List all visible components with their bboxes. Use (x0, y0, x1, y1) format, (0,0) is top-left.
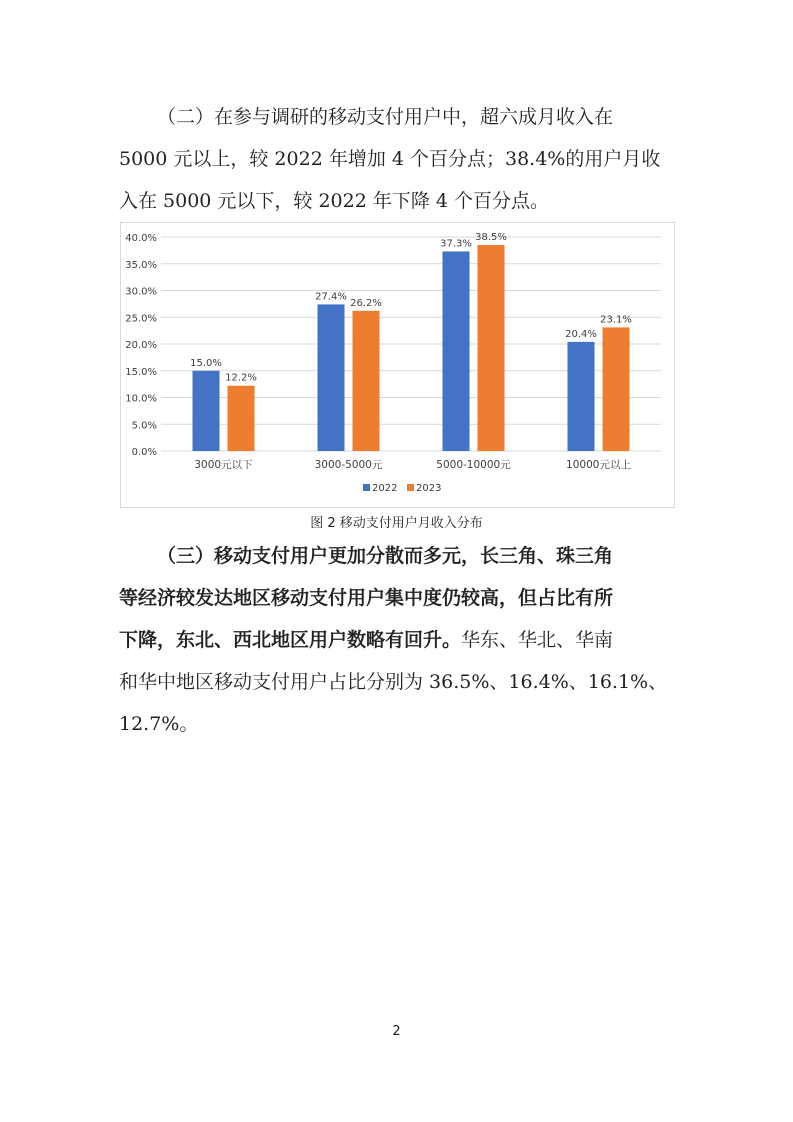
x-tick-label: 5000-10000元 (436, 459, 511, 471)
data-label: 37.3% (440, 238, 472, 250)
bar-2023 (478, 245, 505, 451)
bar-2022 (443, 251, 470, 451)
bar-2022 (568, 342, 595, 451)
x-tick-label: 3000-5000元 (314, 459, 383, 471)
bar-2023 (353, 311, 380, 451)
y-tick-label: 30.0% (125, 286, 157, 298)
data-label: 15.0% (190, 357, 222, 369)
paragraph-line (119, 619, 679, 661)
bar-2023 (228, 386, 255, 451)
chart-svg (121, 223, 676, 509)
bold-segment: 下降，东北、西北地区用户数略有回升。 (119, 629, 462, 651)
legend-swatch (407, 484, 414, 491)
bar-2022 (193, 371, 220, 451)
paragraph-line: 12.7%。 (119, 713, 199, 735)
y-tick-label: 15.0% (125, 366, 157, 378)
y-tick-label: 35.0% (125, 259, 157, 271)
x-tick-label: 10000元以上 (566, 459, 631, 471)
data-label: 12.2% (225, 372, 257, 384)
y-tick-label: 25.0% (125, 313, 157, 325)
income-bar-chart (120, 222, 675, 508)
data-label: 26.2% (350, 297, 382, 309)
y-tick-label: 0.0% (131, 447, 157, 458)
legend-label: 2023 (416, 483, 442, 494)
bar-2022 (318, 304, 345, 451)
x-tick-label: 3000元以下 (194, 459, 253, 471)
data-label: 27.4% (315, 291, 347, 303)
y-tick-label: 20.0% (125, 340, 157, 351)
figure-caption: 图 2 移动支付用户月收入分布 (310, 516, 483, 531)
y-tick-label: 5.0% (131, 420, 157, 432)
paragraph-line: （二）在参与调研的移动支付用户中，超六成月收入在 (157, 106, 614, 128)
paragraph-line: 和华中地区移动支付用户占比分别为 36.5%、16.4%、16.1%、 (119, 671, 668, 693)
paragraph-line: 入在 5000 元以下，较 2022 年下降 4 个百分点。 (119, 190, 550, 212)
data-label: 38.5% (475, 232, 507, 244)
paragraph-line: （三）移动支付用户更加分散而多元，长三角、珠三角 (157, 545, 614, 567)
y-tick-label: 40.0% (125, 233, 157, 244)
page-number: 2 (392, 1024, 401, 1039)
bar-2023 (603, 327, 630, 451)
legend-swatch (363, 484, 370, 491)
y-tick-label: 10.0% (125, 393, 157, 405)
normal-segment: 华东、华北、华南 (461, 629, 614, 651)
paragraph-income (119, 96, 679, 222)
data-label: 23.1% (600, 314, 632, 326)
data-label: 20.4% (565, 328, 597, 340)
paragraph-line: 5000 元以上，较 2022 年增加 4 个百分点；38.4%的用户月收 (119, 148, 661, 170)
paragraph-line: 等经济较发达地区移动支付用户集中度仍较高，但占比有所 (119, 587, 614, 609)
legend-label: 2022 (372, 483, 398, 494)
paragraph-users (119, 535, 679, 745)
